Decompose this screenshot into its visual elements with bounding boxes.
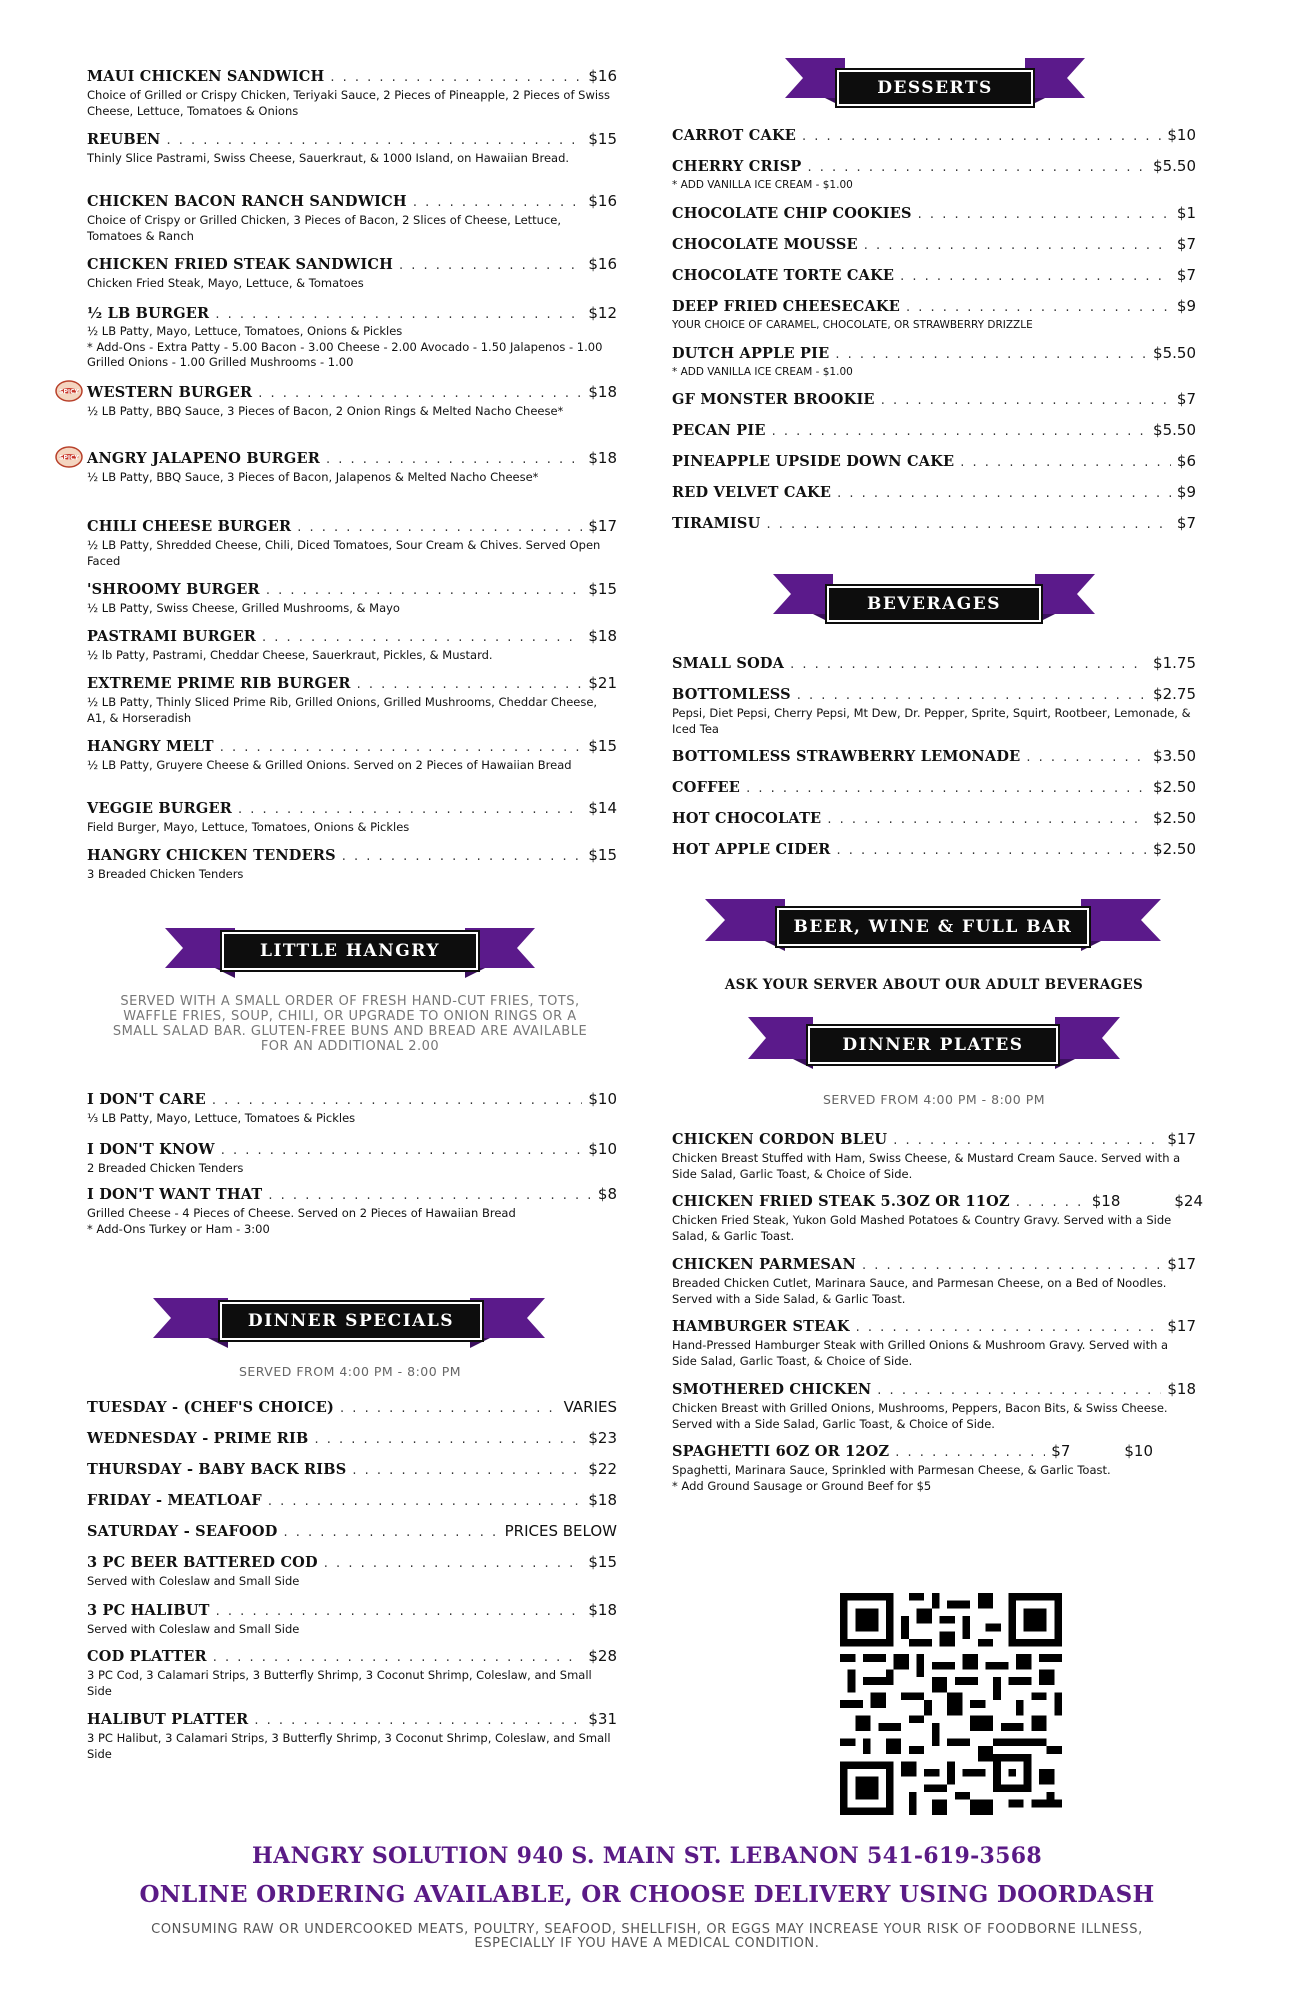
item-description: Chicken Fried Steak, Yukon Gold Mashed Potatoes & Country Gravy. Served with a Side Salad, & Garlic Toast.	[672, 1213, 1172, 1243]
leader-dots	[268, 1494, 583, 1509]
item-price: $21	[588, 674, 617, 692]
item-name: ½ LB BURGER	[87, 305, 210, 322]
item-name: SMALL SODA	[672, 655, 785, 672]
leader-dots	[837, 843, 1148, 858]
leader-dots	[413, 195, 583, 210]
item-name: HANGRY CHICKEN TENDERS	[87, 847, 336, 864]
leader-dots	[213, 1650, 583, 1665]
item-name: HALIBUT PLATTER	[87, 1711, 249, 1728]
menu-item	[672, 452, 1196, 470]
item-name: DUTCH APPLE PIE	[672, 345, 830, 362]
menu-item	[87, 1140, 617, 1177]
spicy-icon	[55, 446, 83, 468]
item-description: Chicken Fried Steak, Mayo, Lettuce, & Tomatoes	[87, 276, 364, 290]
menu-item	[672, 126, 1196, 144]
section-title: DINNER SPECIALS	[218, 1300, 484, 1342]
item-name: WEDNESDAY - PRIME RIB	[87, 1430, 309, 1447]
item-price: $17	[1167, 1317, 1196, 1335]
menu-item	[87, 130, 617, 167]
item-description: * ADD VANILLA ICE CREAM - $1.00	[672, 179, 853, 191]
leader-dots	[918, 207, 1171, 222]
menu-item	[87, 1553, 617, 1590]
item-price: $9	[1176, 297, 1196, 315]
item-description: ½ LB Patty, BBQ Sauce, 3 Pieces of Bacon, Jalapenos & Melted Nacho Cheese*	[87, 470, 539, 484]
item-addons: * Add-Ons Turkey or Ham - 3:00	[87, 1221, 270, 1236]
item-addons: * Add Ground Sausage or Ground Beef for $5	[672, 1478, 932, 1493]
item-price: $15	[588, 580, 617, 598]
menu-item	[87, 846, 617, 883]
item-name: CHILI CHEESE BURGER	[87, 518, 292, 535]
item-price: $2.75	[1153, 685, 1196, 703]
menu-item	[59, 383, 617, 420]
item-name: PASTRAMI BURGER	[87, 628, 256, 645]
item-price: $2.50	[1153, 809, 1196, 827]
item-price: $10	[588, 1090, 617, 1108]
item-name: CHOCOLATE MOUSSE	[672, 236, 858, 253]
item-price: $23	[588, 1429, 617, 1447]
item-description: Served with Coleslaw and Small Side	[87, 1574, 300, 1588]
item-price: $18	[588, 383, 617, 401]
item-description: ½ LB Patty, Shredded Cheese, Chili, Diced Tomatoes, Sour Cream & Chives. Served Open Faced	[87, 538, 601, 568]
menu-item	[87, 1647, 617, 1699]
menu-item	[672, 809, 1196, 827]
item-description: Pepsi, Diet Pepsi, Cherry Pepsi, Mt Dew, Dr. Pepper, Sprite, Squirt, Rootbeer, Lemonade, & Iced Tea	[672, 706, 1191, 736]
footer-address: HANGRY SOLUTION 940 S. MAIN ST. LEBANON 541-619-3568	[252, 1843, 1042, 1869]
leader-dots	[215, 307, 582, 322]
menu-item	[87, 580, 617, 617]
item-name: THURSDAY - BABY BACK RIBS	[87, 1461, 347, 1478]
menu-item	[59, 449, 617, 486]
item-price: $18	[588, 1491, 617, 1509]
item-name: TIRAMISU	[672, 515, 761, 532]
leader-dots	[960, 455, 1171, 470]
leader-dots	[297, 520, 582, 535]
item-price: $7	[1051, 1442, 1071, 1460]
item-name: FRIDAY - MEATLOAF	[87, 1492, 262, 1509]
section-title: DINNER PLATES	[806, 1024, 1060, 1066]
item-name: HAMBURGER STEAK	[672, 1318, 850, 1335]
leader-dots	[342, 849, 583, 864]
main-items-column	[59, 0, 617, 900]
leader-dots	[772, 424, 1147, 439]
menu-item	[87, 1185, 617, 1237]
item-price: $22	[588, 1460, 617, 1478]
item-price: $12	[588, 304, 617, 322]
leader-dots	[357, 677, 583, 692]
menu-item	[672, 1130, 1196, 1182]
leader-dots	[314, 1432, 582, 1447]
leader-dots	[399, 258, 582, 273]
item-name: 3 PC BEER BATTERED COD	[87, 1554, 318, 1571]
item-price: $5.50	[1153, 421, 1196, 439]
leader-dots	[746, 781, 1147, 796]
menu-item	[672, 1442, 1196, 1494]
item-price: $10	[588, 1140, 617, 1158]
leader-dots	[827, 812, 1147, 827]
menu-item	[87, 1710, 617, 1762]
item-name: EXTREME PRIME RIB BURGER	[87, 675, 351, 692]
item-price: $7	[1176, 266, 1196, 284]
menu-item	[672, 514, 1196, 532]
item-price: $7	[1176, 390, 1196, 408]
item-price: $28	[588, 1647, 617, 1665]
item-price: $18	[1091, 1192, 1121, 1210]
item-name: CHOCOLATE TORTE CAKE	[672, 267, 895, 284]
item-name: CHICKEN BACON RANCH SANDWICH	[87, 193, 407, 210]
menu-item	[87, 192, 617, 244]
menu-item	[672, 840, 1196, 858]
menu-item	[672, 1317, 1196, 1369]
item-description: 3 PC Cod, 3 Calamari Strips, 3 Butterfly Shrimp, 3 Coconut Shrimp, Coleslaw, and Small Side	[87, 1668, 592, 1698]
item-addons: * Add-Ons - Extra Patty - 5.00 Bacon - 3.00 Cheese - 2.00 Avocado - 1.50 Jalapenos - 1.00 Grilled Onions - 1.00 Grilled Mushrooms - 1.00	[87, 339, 603, 369]
menu-item	[87, 1491, 617, 1509]
footer-disclaimer: CONSUMING RAW OR UNDERCOOKED MEATS, POULTRY, SEAFOOD, SHELLFISH, OR EGGS MAY INCREASE YOUR RISK OF FOODBORNE ILLNESS, ESPECIALLY IF YOU HAVE A MEDICAL CONDITION.	[151, 1922, 1143, 1951]
item-name: CHICKEN CORDON BLEU	[672, 1131, 888, 1148]
menu-item	[672, 654, 1196, 672]
bar-note: ASK YOUR SERVER ABOUT OUR ADULT BEVERAGES	[724, 977, 1144, 993]
menu-item	[87, 1601, 617, 1638]
item-price: $18	[588, 627, 617, 645]
leader-dots	[1016, 1195, 1086, 1210]
item-price-large: $10	[1124, 1442, 1154, 1460]
menu-item	[87, 1460, 617, 1478]
bar-banner	[705, 897, 1161, 953]
item-name: CHERRY CRISP	[672, 158, 802, 175]
item-name: RED VELVET CAKE	[672, 484, 832, 501]
item-price: $18	[588, 449, 617, 467]
leader-dots	[258, 386, 582, 401]
spicy-badge-text: SPICY	[59, 388, 79, 396]
item-description: Spaghetti, Marinara Sauce, Sprinkled with Parmesan Cheese, & Garlic Toast.	[672, 1463, 1111, 1477]
item-description: Hand-Pressed Hamburger Steak with Grilled Onions & Mushroom Gravy. Served with a Side Salad, Garlic Toast, & Choice of Side.	[672, 1338, 1169, 1368]
item-price: $15	[588, 846, 617, 864]
item-name: HOT CHOCOLATE	[672, 810, 822, 827]
item-name: COFFEE	[672, 779, 741, 796]
menu-item	[672, 390, 1196, 408]
leader-dots	[808, 160, 1148, 175]
beverages-banner	[773, 572, 1095, 628]
item-price: $7	[1176, 514, 1196, 532]
leader-dots	[802, 129, 1161, 144]
item-name: DEEP FRIED CHEESECAKE	[672, 298, 900, 315]
item-price: PRICES BELOW	[504, 1522, 617, 1540]
leader-dots	[790, 657, 1147, 672]
leader-dots	[893, 1133, 1161, 1148]
item-price: $18	[588, 1601, 617, 1619]
menu-item	[87, 304, 617, 371]
leader-dots	[324, 1556, 583, 1571]
footer-ordering: ONLINE ORDERING AVAILABLE, OR CHOOSE DELIVERY USING DOORDASH	[139, 1881, 1155, 1908]
menu-item	[672, 1380, 1196, 1432]
item-name: CHICKEN FRIED STEAK 5.3OZ OR 11OZ	[672, 1193, 1010, 1210]
item-price: $14	[588, 799, 617, 817]
leader-dots	[895, 1445, 1045, 1460]
item-price: VARIES	[563, 1398, 617, 1416]
item-name: HOT APPLE CIDER	[672, 841, 831, 858]
leader-dots	[221, 1143, 583, 1158]
item-description: ⅓ LB Patty, Mayo, Lettuce, Tomatoes & Pickles	[87, 1111, 356, 1125]
item-name: SMOTHERED CHICKEN	[672, 1381, 872, 1398]
dinner-plates-banner	[748, 1015, 1120, 1071]
item-price: $18	[1167, 1380, 1196, 1398]
item-price: $8	[597, 1185, 617, 1203]
leader-dots	[266, 583, 583, 598]
menu-item	[672, 1255, 1196, 1307]
item-name: CARROT CAKE	[672, 127, 797, 144]
item-name: SPAGHETTI 6OZ OR 12OZ	[672, 1443, 890, 1460]
menu-item	[87, 1429, 617, 1447]
item-price: $3.50	[1153, 747, 1196, 765]
section-title: BEER, WINE & FULL BAR	[775, 906, 1091, 948]
item-description: ½ LB Patty, Thinly Sliced Prime Rib, Grilled Onions, Grilled Mushrooms, Cheddar Cheese, A1, & Horseradish	[87, 695, 598, 725]
item-price-large: $24	[1174, 1192, 1204, 1210]
item-price: $16	[588, 255, 617, 273]
leader-dots	[330, 70, 582, 85]
leader-dots	[167, 133, 583, 148]
leader-dots	[238, 802, 582, 817]
item-price: $15	[588, 130, 617, 148]
item-name: SATURDAY - SEAFOOD	[87, 1523, 278, 1540]
item-price: $10	[1167, 126, 1196, 144]
leader-dots	[268, 1188, 592, 1203]
item-description: Breaded Chicken Cutlet, Marinara Sauce, and Parmesan Cheese, on a Bed of Noodles. Served with a Side Salad, & Garlic Toast.	[672, 1276, 1167, 1306]
item-price: $17	[588, 517, 617, 535]
menu-item	[672, 297, 1196, 334]
menu-item	[87, 255, 617, 292]
menu-item	[87, 1090, 617, 1127]
item-name: REUBEN	[87, 131, 161, 148]
leader-dots	[216, 1604, 583, 1619]
item-name: PECAN PIE	[672, 422, 766, 439]
leader-dots	[340, 1401, 558, 1416]
leader-dots	[862, 1258, 1161, 1273]
menu-item	[87, 67, 617, 119]
item-description: 3 Breaded Chicken Tenders	[87, 867, 244, 881]
item-price: $2.50	[1153, 840, 1196, 858]
item-name: I DON'T CARE	[87, 1091, 206, 1108]
item-price: $9	[1176, 483, 1196, 501]
leader-dots	[212, 1093, 582, 1108]
dinner-specials-banner	[153, 1292, 545, 1348]
item-name: ANGRY JALAPENO BURGER	[87, 450, 320, 467]
menu-item	[672, 421, 1196, 439]
leader-dots	[254, 1713, 582, 1728]
item-description: 3 PC Halibut, 3 Calamari Strips, 3 Butterfly Shrimp, 3 Coconut Shrimp, Coleslaw, and Small Side	[87, 1731, 611, 1761]
item-description: Grilled Cheese - 4 Pieces of Cheese. Served on 2 Pieces of Hawaiian Bread	[87, 1206, 516, 1220]
item-name: I DON'T KNOW	[87, 1141, 215, 1158]
item-description: 2 Breaded Chicken Tenders	[87, 1161, 244, 1175]
leader-dots	[797, 688, 1147, 703]
little-hangry-note: SERVED WITH A SMALL ORDER OF FRESH HAND-CUT FRIES, TOTS, WAFFLE FRIES, SOUP, CHILI, OR UPGRADE TO ONION RINGS OR A SMALL SALAD BAR. GLUTEN-FREE BUNS AND BREAD ARE AVAILABLE FOR AN ADDITIONAL 2.00	[112, 994, 588, 1054]
menu-item	[672, 344, 1196, 381]
item-description: Thinly Slice Pastrami, Swiss Cheese, Sauerkraut, & 1000 Island, on Hawaiian Bread.	[87, 151, 570, 165]
menu-item	[672, 747, 1196, 765]
item-price: $16	[588, 192, 617, 210]
leader-dots	[881, 393, 1171, 408]
item-description: ½ LB Patty, Mayo, Lettuce, Tomatoes, Onions & Pickles	[87, 324, 403, 338]
menu-item	[87, 1398, 617, 1416]
item-description: ½ LB Patty, Swiss Cheese, Grilled Mushrooms, & Mayo	[87, 601, 400, 615]
item-description: Served with Coleslaw and Small Side	[87, 1622, 300, 1636]
menu-item	[672, 204, 1196, 222]
item-description: YOUR CHOICE OF CARAMEL, CHOCOLATE, OR STRAWBERRY DRIZZLE	[672, 319, 1033, 331]
leader-dots	[906, 300, 1171, 315]
item-price: $15	[588, 1553, 617, 1571]
dinner-specials-note: SERVED FROM 4:00 PM - 8:00 PM	[238, 1364, 462, 1379]
section-title: BEVERAGES	[825, 584, 1043, 624]
leader-dots	[900, 269, 1171, 284]
menu-item	[87, 674, 617, 726]
item-price: $6	[1176, 452, 1196, 470]
item-description: Chicken Breast Stuffed with Ham, Swiss Cheese, & Mustard Cream Sauce. Served with a Side Salad, Garlic Toast, & Choice of Side.	[672, 1151, 1181, 1181]
menu-item	[672, 1192, 1204, 1244]
item-description: Chicken Breast with Grilled Onions, Mushrooms, Peppers, Bacon Bits, & Swiss Cheese. Served with a Side Salad, Garlic Toast, & Choice of Side.	[672, 1401, 1168, 1431]
item-name: HANGRY MELT	[87, 738, 214, 755]
section-title: LITTLE HANGRY	[220, 930, 480, 972]
leader-dots	[864, 238, 1171, 253]
dinner-plates-note: SERVED FROM 4:00 PM - 8:00 PM	[822, 1092, 1046, 1107]
menu-item	[87, 517, 617, 569]
item-price: $2.50	[1153, 778, 1196, 796]
section-title: DESSERTS	[835, 68, 1035, 108]
item-name: CHOCOLATE CHIP COOKIES	[672, 205, 912, 222]
item-price: $1.75	[1153, 654, 1196, 672]
item-name: BOTTOMLESS STRAWBERRY LEMONADE	[672, 748, 1021, 765]
item-description: * ADD VANILLA ICE CREAM - $1.00	[672, 366, 853, 378]
leader-dots	[220, 740, 583, 755]
item-name: 3 PC HALIBUT	[87, 1602, 210, 1619]
item-name: COD PLATTER	[87, 1648, 207, 1665]
leader-dots	[856, 1320, 1162, 1335]
menu-item	[672, 483, 1196, 501]
item-price: $17	[1167, 1130, 1196, 1148]
item-price: $15	[588, 737, 617, 755]
item-price: $7	[1176, 235, 1196, 253]
item-price: $16	[588, 67, 617, 85]
spicy-icon	[55, 380, 83, 402]
item-name: MAUI CHICKEN SANDWICH	[87, 68, 325, 85]
leader-dots	[284, 1525, 499, 1540]
menu-item	[87, 799, 617, 836]
item-name: TUESDAY - (CHEF'S CHOICE)	[87, 1399, 335, 1416]
item-name: PINEAPPLE UPSIDE DOWN CAKE	[672, 453, 955, 470]
menu-item	[87, 1522, 617, 1540]
item-name: WESTERN BURGER	[87, 384, 253, 401]
item-description: ½ LB Patty, Gruyere Cheese & Grilled Onions. Served on 2 Pieces of Hawaiian Bread	[87, 758, 572, 772]
item-description: ½ lb Patty, Pastrami, Cheddar Cheese, Sauerkraut, Pickles, & Mustard.	[87, 648, 493, 662]
leader-dots	[835, 347, 1147, 362]
item-price: $31	[588, 1710, 617, 1728]
item-name: I DON'T WANT THAT	[87, 1186, 263, 1203]
item-description: Field Burger, Mayo, Lettuce, Tomatoes, Onions & Pickles	[87, 820, 410, 834]
item-name: GF MONSTER BROOKIE	[672, 391, 875, 408]
item-description: Choice of Grilled or Crispy Chicken, Teriyaki Sauce, 2 Pieces of Pineapple, 2 Pieces of Swiss Cheese, Lettuce, Tomatoes & Onions	[87, 88, 611, 118]
menu-item	[672, 778, 1196, 796]
leader-dots	[262, 630, 582, 645]
item-description: ½ LB Patty, BBQ Sauce, 3 Pieces of Bacon, 2 Onion Rings & Melted Nacho Cheese*	[87, 404, 564, 418]
menu-item	[87, 737, 617, 774]
leader-dots	[1026, 750, 1147, 765]
menu-item	[672, 235, 1196, 253]
item-name: 'SHROOMY BURGER	[87, 581, 260, 598]
menu-item	[672, 157, 1196, 194]
item-description: Choice of Crispy or Grilled Chicken, 3 Pieces of Bacon, 2 Slices of Cheese, Lettuce, Tomatoes & Ranch	[87, 213, 562, 243]
menu-item	[672, 685, 1196, 737]
menu-item	[672, 266, 1196, 284]
item-price: $5.50	[1153, 344, 1196, 362]
qr-code-icon[interactable]	[840, 1593, 1062, 1815]
leader-dots	[326, 452, 582, 467]
item-price: $1	[1176, 204, 1196, 222]
leader-dots	[837, 486, 1171, 501]
item-price: $5.50	[1153, 157, 1196, 175]
little-hangry-banner	[165, 922, 535, 978]
leader-dots	[766, 517, 1170, 532]
menu-item	[87, 627, 617, 664]
leader-dots	[877, 1383, 1161, 1398]
item-name: CHICKEN PARMESAN	[672, 1256, 856, 1273]
item-name: BOTTOMLESS	[672, 686, 791, 703]
item-name: CHICKEN FRIED STEAK SANDWICH	[87, 256, 393, 273]
spicy-badge-text: SPICY	[59, 454, 79, 462]
item-name: VEGGIE BURGER	[87, 800, 232, 817]
item-price: $17	[1167, 1255, 1196, 1273]
desserts-banner	[785, 56, 1085, 112]
leader-dots	[352, 1463, 582, 1478]
